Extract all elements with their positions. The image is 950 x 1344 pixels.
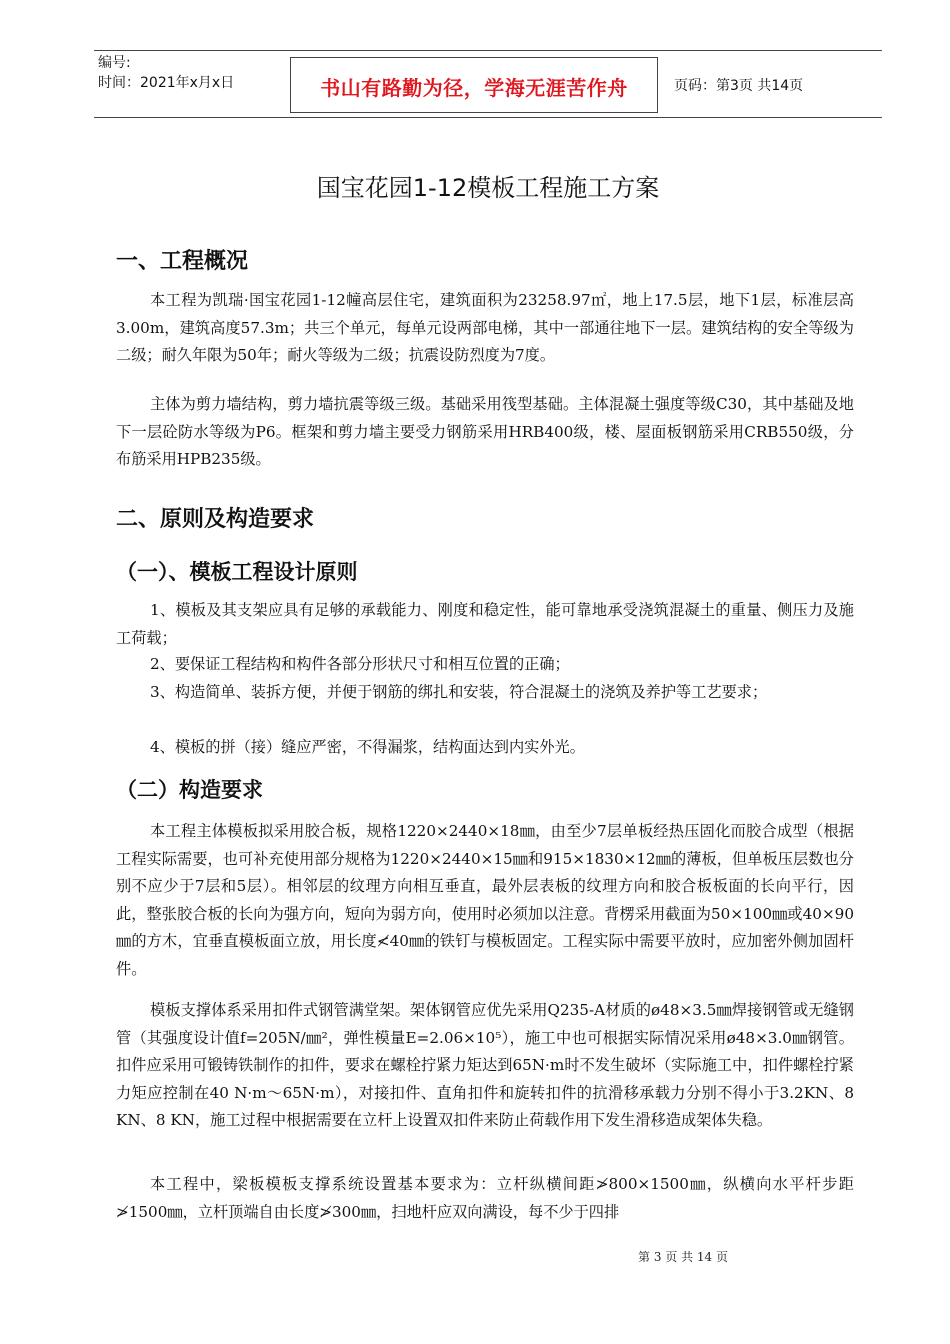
section1-paragraph-1: 本工程为凯瑞·国宝花园1-12幢高层住宅，建筑面积为23258.97㎡，地上17.5层，地下1层，标准层高3.00m，建筑高度57.3m；共三个单元，每单元设两部电梯，其中一部通往地下一层。建筑结构的安全等级为二级；耐久年限为50年；耐火等级为二级；抗震设防烈度为7度。 bbox=[116, 291, 854, 364]
principle-item-4: 4、模板的拼（接）缝应严密，不得漏浆，结构面达到内实外光。 bbox=[150, 738, 585, 756]
section1-paragraph-2: 主体为剪力墙结构，剪力墙抗震等级三级。基础采用筏型基础。主体混凝土强度等级C30，其中基础及地下一层砼防水等级为P6。框架和剪力墙主要受力钢筋采用HRB400级，楼、屋面板钢筋采用CRB550级，分布筋采用HPB235级。 bbox=[116, 395, 854, 468]
header-motto-box bbox=[290, 57, 658, 113]
principle-item-3: 3、构造简单、装拆方便，并便于钢筋的绑扎和安装，符合混凝土的浇筑及养护等工艺要求； bbox=[150, 683, 768, 701]
construction-paragraph-3: 本工程中，梁板模板支撑系统设置基本要求为：立杆纵横间距≯800×1500㎜，纵横向水平杆步距≯1500㎜，立杆顶端自由长度≯300㎜，扫地杆应双向满设，每不少于四排 bbox=[116, 1175, 854, 1221]
principle-item-2: 2、要保证工程结构和构件各部分形状尺寸和相互位置的正确； bbox=[150, 655, 570, 673]
header-page-label: 页码：第3页 共14页 bbox=[674, 78, 804, 94]
header-time-label: 时间：2021年x月x日 bbox=[98, 75, 235, 91]
page-footer: 第 3 页 共 14 页 bbox=[638, 1250, 728, 1264]
subsection1-heading: （一）、模板工程设计原则 bbox=[116, 560, 358, 584]
principle-item-1: 1、模板及其支架应具有足够的承载能力、刚度和稳定性，能可靠地承受浇筑混凝土的重量、侧压力及施工荷载； bbox=[116, 601, 854, 647]
section1-heading: 一、工程概况 bbox=[116, 249, 249, 274]
document-title: 国宝花园1-12模板工程施工方案 bbox=[316, 174, 660, 202]
construction-paragraph-1: 本工程主体模板拟采用胶合板，规格1220×2440×18㎜，由至少7层单板经热压固化而胶合成型（根据工程实际需要，也可补充使用部分规格为1220×2440×15㎜和915×1830×12㎜的薄板，但单板压层数也分别不应少于7层和5层）。相邻层的纹理方向相互垂直，最外层表板的纹理方向和胶合板板面的长向平行，因此，整张胶合板的长向为强方向，短向为弱方向，使用时必须加以注意。背楞采用截面为50×100㎜或40×90㎜的方木，宜垂直模板面立放，用长度≮40㎜的铁钉与模板固定。工程实际中需要平放时，应加密外侧加固杆件。 bbox=[116, 822, 854, 978]
header-number-label: 编号: bbox=[98, 55, 131, 71]
header-meta bbox=[98, 53, 284, 93]
construction-paragraph-2: 模板支撑体系采用扣件式钢管满堂架。架体钢管应优先采用Q235-A材质的ø48×3.5㎜焊接钢管或无缝钢管（其强度设计值f=205N/㎜²，弹性模量E=2.06×10⁵），施工中也可根据实际情况采用ø48×3.0㎜钢管。扣件应采用可锻铸铁制作的扣件，要求在螺栓拧紧力矩达到65N·m时不发生破坏（实际施工中，扣件螺栓拧紧力矩应控制在40 N·m～65N·m），对接扣件、直角扣件和旋转扣件的抗滑移承载力分别不得小于3.2KN、8 KN、8 KN，施工过程中根据需要在立杆上设置双扣件来防止荷载作用下发生滑移造成架体失稳。 bbox=[116, 1001, 854, 1129]
header-motto: 书山有路勤为径，学海无涯苦作舟 bbox=[320, 76, 628, 100]
section2-heading: 二、原则及构造要求 bbox=[116, 507, 315, 532]
subsection2-heading: （二）构造要求 bbox=[116, 778, 263, 802]
page-header bbox=[94, 50, 882, 118]
